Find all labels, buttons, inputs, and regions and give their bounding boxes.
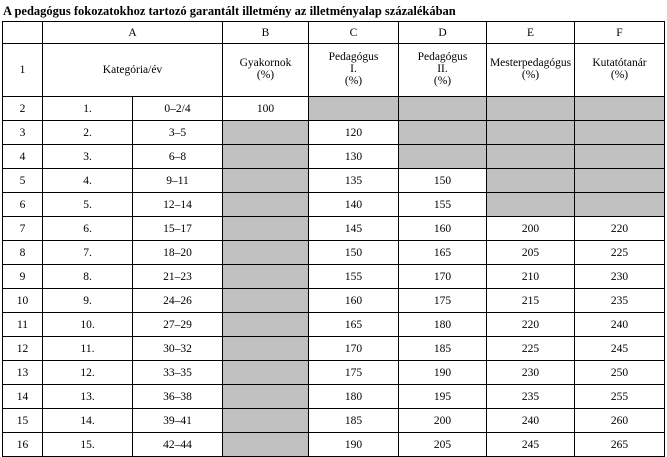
- mesterpedagogus-cell: 225: [487, 337, 575, 361]
- category-cell: 7.: [43, 241, 133, 265]
- header-gyakornok-line: Gyakornok: [239, 57, 292, 69]
- table-row: [3, 433, 665, 457]
- row-number-cell: 12: [3, 337, 43, 361]
- gyakornok-cell: [223, 193, 309, 217]
- header-mesterpedagogus-line: Mesterpedagógus: [489, 57, 572, 69]
- pedagogus-2-cell: 200: [399, 409, 487, 433]
- mesterpedagogus-cell: [487, 145, 575, 169]
- row-number-cell: 5: [3, 169, 43, 193]
- pedagogus-1-cell: 135: [309, 169, 399, 193]
- header-kutatotanar: [575, 44, 665, 97]
- mesterpedagogus-cell: 205: [487, 241, 575, 265]
- years-cell: 39–41: [133, 409, 223, 433]
- header-pedagogus-2: [399, 44, 487, 97]
- mesterpedagogus-cell: [487, 169, 575, 193]
- years-cell: 18–20: [133, 241, 223, 265]
- row-number-cell: 15: [3, 409, 43, 433]
- category-cell: 10.: [43, 313, 133, 337]
- column-letter-f: F: [575, 22, 665, 44]
- gyakornok-cell: [223, 409, 309, 433]
- header-kutatotanar-unit: (%): [610, 69, 629, 81]
- kutatotanar-cell: [575, 145, 665, 169]
- years-cell: 0–2/4: [133, 97, 223, 121]
- years-cell: 21–23: [133, 265, 223, 289]
- mesterpedagogus-cell: [487, 97, 575, 121]
- kutatotanar-cell: 250: [575, 361, 665, 385]
- column-letter-row: [3, 22, 665, 44]
- pedagogus-1-cell: 120: [309, 121, 399, 145]
- kutatotanar-cell: 235: [575, 289, 665, 313]
- category-cell: 13.: [43, 385, 133, 409]
- mesterpedagogus-cell: 245: [487, 433, 575, 457]
- category-cell: 1.: [43, 97, 133, 121]
- gyakornok-cell: [223, 433, 309, 457]
- column-letter-b: B: [223, 22, 309, 44]
- row-number-cell: 11: [3, 313, 43, 337]
- gyakornok-cell: [223, 265, 309, 289]
- mesterpedagogus-cell: [487, 121, 575, 145]
- table-row: [3, 145, 665, 169]
- table-row: [3, 361, 665, 385]
- column-letter-e: E: [487, 22, 575, 44]
- gyakornok-cell: [223, 217, 309, 241]
- category-cell: 5.: [43, 193, 133, 217]
- category-cell: 14.: [43, 409, 133, 433]
- header-pedagogus-1-level: I.: [350, 63, 357, 75]
- row-number-cell: 2: [3, 97, 43, 121]
- pedagogus-1-cell: 185: [309, 409, 399, 433]
- kutatotanar-cell: 220: [575, 217, 665, 241]
- table-row: [3, 169, 665, 193]
- row-number-cell: 9: [3, 265, 43, 289]
- mesterpedagogus-cell: 215: [487, 289, 575, 313]
- pedagogus-1-cell: 190: [309, 433, 399, 457]
- table-row: [3, 337, 665, 361]
- header-row: [3, 44, 665, 97]
- kutatotanar-cell: [575, 121, 665, 145]
- header-pedagogus-1-line: Pedagógus: [328, 51, 379, 63]
- row-number-cell: 3: [3, 121, 43, 145]
- page-title: A pedagógus fokozatokhoz tartozó garantált illetmény az illetményalap százalékában: [3, 4, 456, 18]
- pedagogus-1-cell: 175: [309, 361, 399, 385]
- category-cell: 11.: [43, 337, 133, 361]
- pedagogus-1-cell: 155: [309, 265, 399, 289]
- pedagogus-2-cell: 205: [399, 433, 487, 457]
- gyakornok-cell: [223, 289, 309, 313]
- pedagogus-2-cell: 175: [399, 289, 487, 313]
- pedagogus-1-cell: 140: [309, 193, 399, 217]
- kutatotanar-cell: 245: [575, 337, 665, 361]
- header-row-number: 1: [3, 44, 43, 97]
- pedagogus-1-cell: 165: [309, 313, 399, 337]
- category-cell: 6.: [43, 217, 133, 241]
- header-category: Kategória/év: [43, 44, 223, 97]
- years-cell: 33–35: [133, 361, 223, 385]
- table-row: [3, 289, 665, 313]
- header-pedagogus-2-line: Pedagógus: [417, 51, 468, 63]
- table-row: [3, 121, 665, 145]
- table-row: [3, 409, 665, 433]
- pedagogus-1-cell: 145: [309, 217, 399, 241]
- kutatotanar-cell: 225: [575, 241, 665, 265]
- years-cell: 24–26: [133, 289, 223, 313]
- kutatotanar-cell: [575, 169, 665, 193]
- years-cell: 3–5: [133, 121, 223, 145]
- row-number-cell: 13: [3, 361, 43, 385]
- pedagogus-1-cell: 150: [309, 241, 399, 265]
- category-cell: 2.: [43, 121, 133, 145]
- pedagogus-2-cell: 165: [399, 241, 487, 265]
- mesterpedagogus-cell: 235: [487, 385, 575, 409]
- pedagogus-2-cell: 180: [399, 313, 487, 337]
- kutatotanar-cell: 265: [575, 433, 665, 457]
- kutatotanar-cell: 260: [575, 409, 665, 433]
- gyakornok-cell: [223, 361, 309, 385]
- table-row: [3, 385, 665, 409]
- gyakornok-cell: [223, 337, 309, 361]
- gyakornok-cell: 100: [223, 97, 309, 121]
- pedagogus-2-cell: [399, 145, 487, 169]
- header-mesterpedagogus: [487, 44, 575, 97]
- column-letter-c: C: [309, 22, 399, 44]
- pedagogus-2-cell: 150: [399, 169, 487, 193]
- pedagogus-2-cell: 185: [399, 337, 487, 361]
- header-pedagogus-1: [309, 44, 399, 97]
- table-body: [3, 22, 665, 457]
- mesterpedagogus-cell: 240: [487, 409, 575, 433]
- table-row: [3, 193, 665, 217]
- header-pedagogus-2-unit: (%): [433, 75, 452, 87]
- years-cell: 6–8: [133, 145, 223, 169]
- header-gyakornok: [223, 44, 309, 97]
- row-number-cell: 10: [3, 289, 43, 313]
- mesterpedagogus-cell: [487, 193, 575, 217]
- category-cell: 15.: [43, 433, 133, 457]
- corner-cell: [3, 22, 43, 44]
- pedagogus-1-cell: 170: [309, 337, 399, 361]
- mesterpedagogus-cell: 230: [487, 361, 575, 385]
- pedagogus-2-cell: [399, 97, 487, 121]
- table-row: [3, 217, 665, 241]
- years-cell: 30–32: [133, 337, 223, 361]
- row-number-cell: 14: [3, 385, 43, 409]
- gyakornok-cell: [223, 145, 309, 169]
- years-cell: 42–44: [133, 433, 223, 457]
- pedagogus-1-cell: [309, 97, 399, 121]
- row-number-cell: 6: [3, 193, 43, 217]
- pedagogus-2-cell: 170: [399, 265, 487, 289]
- header-pedagogus-1-unit: (%): [344, 75, 363, 87]
- header-kutatotanar-line: Kutatótanár: [592, 57, 647, 69]
- pedagogus-1-cell: 130: [309, 145, 399, 169]
- row-number-cell: 4: [3, 145, 43, 169]
- kutatotanar-cell: [575, 97, 665, 121]
- pedagogus-2-cell: 190: [399, 361, 487, 385]
- header-gyakornok-unit: (%): [256, 69, 275, 81]
- gyakornok-cell: [223, 241, 309, 265]
- category-cell: 8.: [43, 265, 133, 289]
- pedagogus-2-cell: [399, 121, 487, 145]
- gyakornok-cell: [223, 313, 309, 337]
- category-cell: 4.: [43, 169, 133, 193]
- years-cell: 27–29: [133, 313, 223, 337]
- pedagogus-1-cell: 160: [309, 289, 399, 313]
- pedagogus-2-cell: 195: [399, 385, 487, 409]
- pedagogus-2-cell: 155: [399, 193, 487, 217]
- pedagogus-1-cell: 180: [309, 385, 399, 409]
- pedagogus-2-cell: 160: [399, 217, 487, 241]
- kutatotanar-cell: 230: [575, 265, 665, 289]
- row-number-cell: 16: [3, 433, 43, 457]
- years-cell: 15–17: [133, 217, 223, 241]
- gyakornok-cell: [223, 385, 309, 409]
- kutatotanar-cell: 240: [575, 313, 665, 337]
- table-row: [3, 265, 665, 289]
- header-mesterpedagogus-unit: (%): [521, 69, 540, 81]
- column-letter-d: D: [399, 22, 487, 44]
- gyakornok-cell: [223, 121, 309, 145]
- years-cell: 12–14: [133, 193, 223, 217]
- years-cell: 36–38: [133, 385, 223, 409]
- category-cell: 12.: [43, 361, 133, 385]
- category-cell: 3.: [43, 145, 133, 169]
- row-number-cell: 7: [3, 217, 43, 241]
- header-pedagogus-2-level: II.: [437, 63, 448, 75]
- salary-table: [2, 21, 665, 457]
- column-letter-a: A: [43, 22, 223, 44]
- table-row: [3, 241, 665, 265]
- mesterpedagogus-cell: 210: [487, 265, 575, 289]
- mesterpedagogus-cell: 220: [487, 313, 575, 337]
- category-cell: 9.: [43, 289, 133, 313]
- table-row: [3, 97, 665, 121]
- years-cell: 9–11: [133, 169, 223, 193]
- kutatotanar-cell: [575, 193, 665, 217]
- row-number-cell: 8: [3, 241, 43, 265]
- table-row: [3, 313, 665, 337]
- mesterpedagogus-cell: 200: [487, 217, 575, 241]
- gyakornok-cell: [223, 169, 309, 193]
- kutatotanar-cell: 255: [575, 385, 665, 409]
